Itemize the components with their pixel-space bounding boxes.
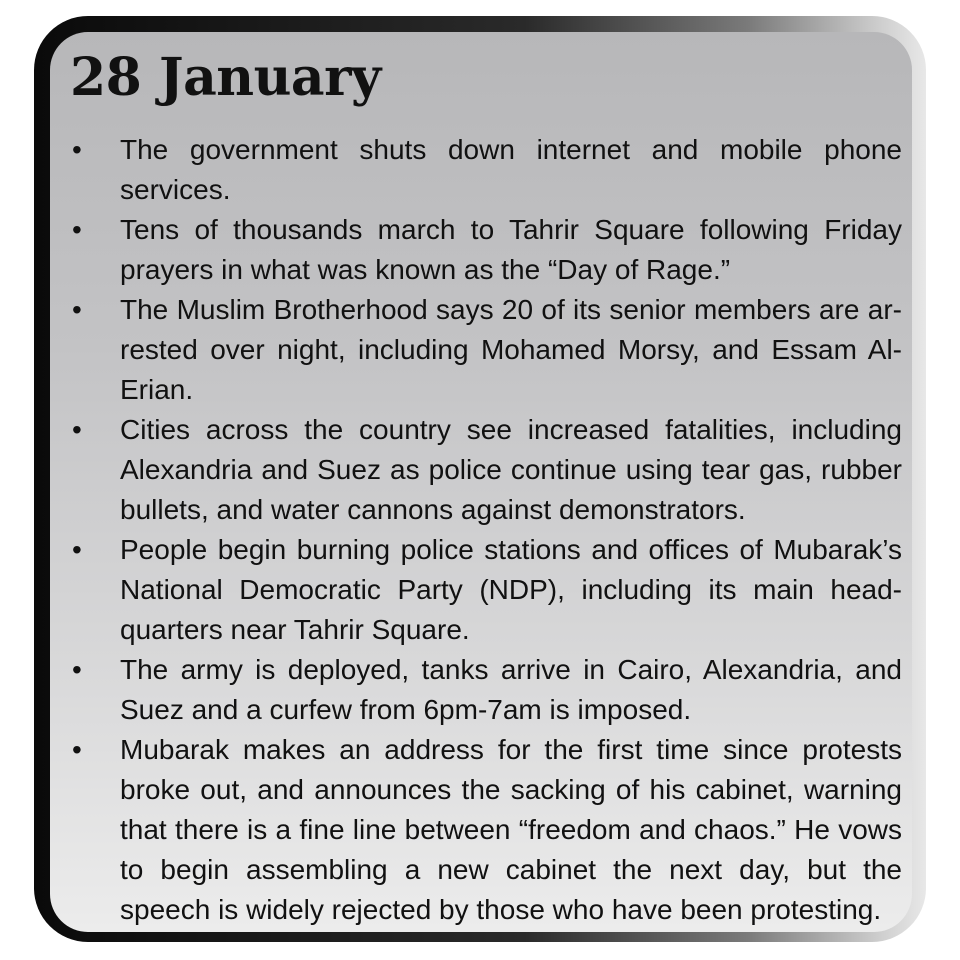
list-item-text: The army is deployed, tanks arrive in Cairo, Alexandria, and Suez and a curfew from 6pm-7am is imposed. — [120, 654, 902, 725]
bullet-icon: • — [72, 414, 82, 445]
bullet-icon: • — [72, 134, 82, 165]
list-item — [72, 650, 902, 730]
list-item — [72, 730, 902, 930]
bullet-icon: • — [72, 654, 82, 685]
list-item-text: Tens of thousands march to Tahrir Square following Friday prayers in what was known as the “Day of Rage.” — [120, 214, 902, 285]
list-item — [72, 210, 902, 290]
list-item-text: Mubarak makes an address for the first time since protests broke out, and announces the sacking of his cabinet, warning that there is a fine line between “freedom and chaos.” He vows to begin assembling a new cabinet the next day, but the speech is widely rejected by those who have been protesting. — [120, 734, 902, 925]
bullet-icon: • — [72, 294, 82, 325]
list-item — [72, 530, 902, 650]
list-item-text: People begin burning police stations and offices of Mubarak’s National Democratic Party (NDP), including its main head-quarters near Tahrir Square. — [120, 534, 902, 645]
page-title: 28 January — [70, 47, 381, 108]
list-item-text: The government shuts down internet and mobile phone services. — [120, 134, 902, 205]
list-item — [72, 290, 902, 410]
list-item — [72, 410, 902, 530]
bullet-icon: • — [72, 734, 82, 765]
bullet-icon: • — [72, 214, 82, 245]
event-list — [72, 130, 902, 930]
bullet-icon: • — [72, 534, 82, 565]
list-item-text: The Muslim Brotherhood says 20 of its senior members are ar-rested over night, including Mohamed Morsy, and Essam Al-Erian. — [120, 294, 902, 405]
list-item-text: Cities across the country see increased fatalities, including Alexandria and Suez as police continue using tear gas, rubber bullets, and water cannons against demonstrators. — [120, 414, 902, 525]
list-item — [72, 130, 902, 210]
